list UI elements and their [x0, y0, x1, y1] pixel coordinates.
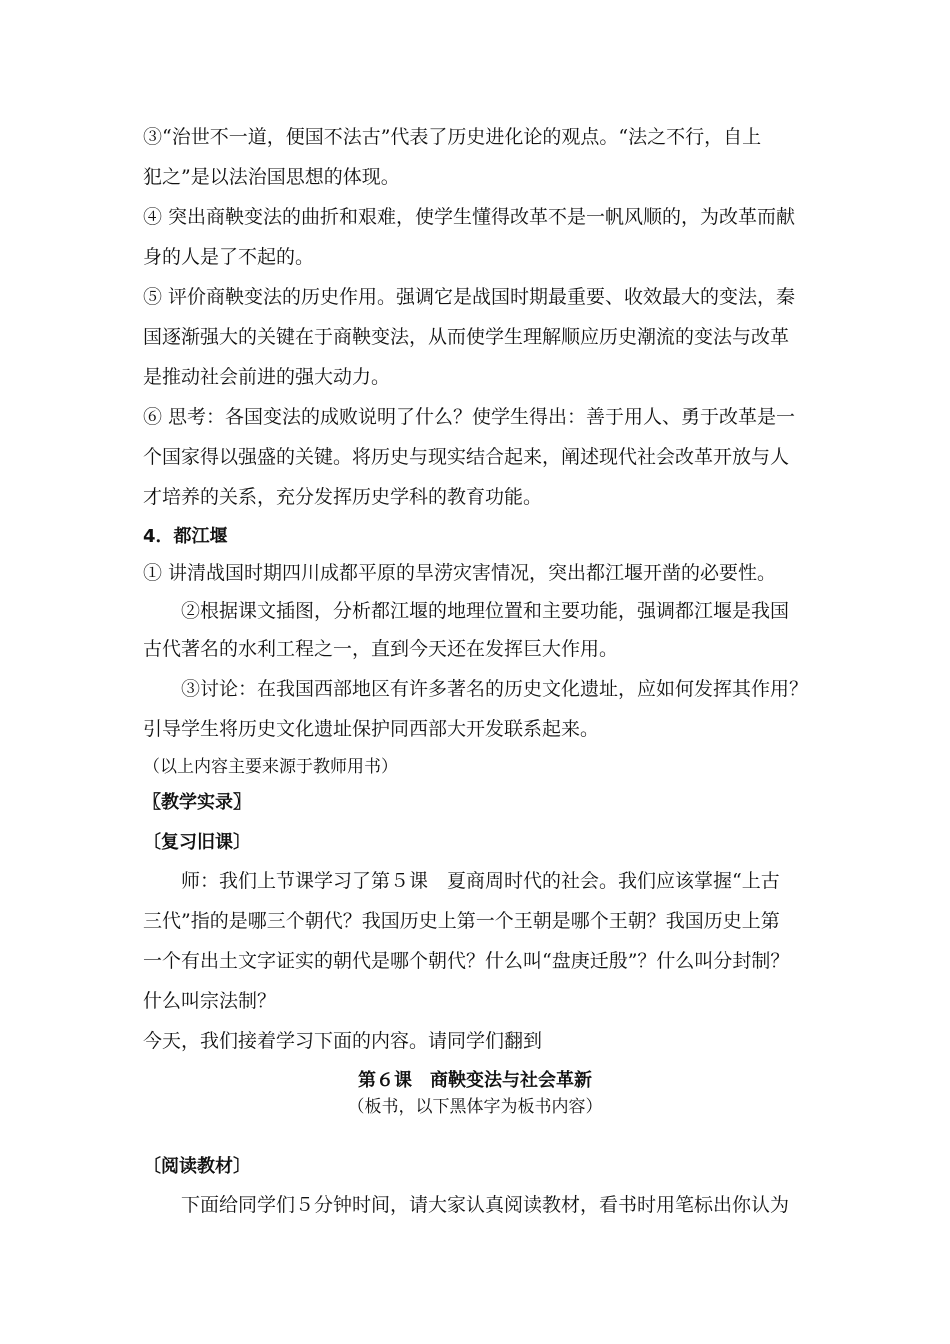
paragraph-line: 今天，我们接着学习下面的内容。请同学们翻到	[143, 1030, 543, 1052]
paragraph-line: 才培养的关系，充分发挥历史学科的教育功能。	[143, 486, 543, 508]
paragraph-line: 犯之”是以法治国思想的体现。	[143, 166, 400, 188]
paragraph-line: 引导学生将历史文化遗址保护同西部大开发联系起来。	[143, 718, 600, 740]
paragraph-line: ④ 突出商鞅变法的曲折和艰难，使学生懂得改革不是一帆风顺的，为改革而献	[143, 206, 796, 228]
paragraph-line: ⑤ 评价商鞅变法的历史作用。强调它是战国时期最重要、收效最大的变法，秦	[143, 286, 796, 308]
paragraph-line: 三代”指的是哪三个朝代？我国历史上第一个王朝是哪个王朝？我国历史上第	[143, 910, 780, 932]
paragraph-line: ⑥ 思考：各国变法的成败说明了什么？使学生得出：善于用人、勇于改革是一	[143, 406, 796, 428]
lesson-title: 第６课 商鞅变法与社会革新	[358, 1070, 592, 1091]
source-note: （以上内容主要来源于教师用书）	[143, 757, 398, 777]
paragraph-line: 师：我们上节课学习了第５课 夏商周时代的社会。我们应该掌握“上古	[181, 870, 780, 892]
paragraph-line: 一个有出土文字证实的朝代是哪个朝代？什么叫“盘庚迁殷”？什么叫分封制？	[143, 950, 790, 972]
paragraph-line: ②根据课文插图，分析都江堰的地理位置和主要功能，强调都江堰是我国	[181, 600, 790, 622]
paragraph-line: 下面给同学们５分钟时间，请大家认真阅读教材，看书时用笔标出你认为	[181, 1194, 790, 1216]
section-heading-teaching-record: 〖教学实录〗	[143, 792, 251, 813]
paragraph-line: 古代著名的水利工程之一，直到今天还在发挥巨大作用。	[143, 638, 619, 660]
paragraph-line: 身的人是了不起的。	[143, 246, 315, 268]
paragraph-line: ③讨论：在我国西部地区有许多著名的历史文化遗址，应如何发挥其作用？	[181, 678, 809, 700]
section-heading-dujiangyan: 4．都江堰	[143, 526, 228, 547]
paragraph-line: 是推动社会前进的强大动力。	[143, 366, 391, 388]
paragraph-line: ① 讲清战国时期四川成都平原的旱涝灾害情况，突出都江堰开凿的必要性。	[143, 562, 777, 584]
paragraph-line: 国逐渐强大的关键在于商鞅变法，从而使学生理解顺应历史潮流的变法与改革	[143, 326, 790, 348]
subheading-reading: 〔阅读教材〕	[143, 1156, 251, 1177]
paragraph-line: ③“治世不一道，便国不法古”代表了历史进化论的观点。“法之不行，自上	[143, 126, 762, 148]
lesson-subtitle: （板书，以下黑体字为板书内容）	[347, 1097, 603, 1117]
paragraph-line: 什么叫宗法制？	[143, 990, 277, 1012]
subheading-review: 〔复习旧课〕	[143, 832, 251, 853]
paragraph-line: 个国家得以强盛的关键。将历史与现实结合起来，阐述现代社会改革开放与人	[143, 446, 790, 468]
